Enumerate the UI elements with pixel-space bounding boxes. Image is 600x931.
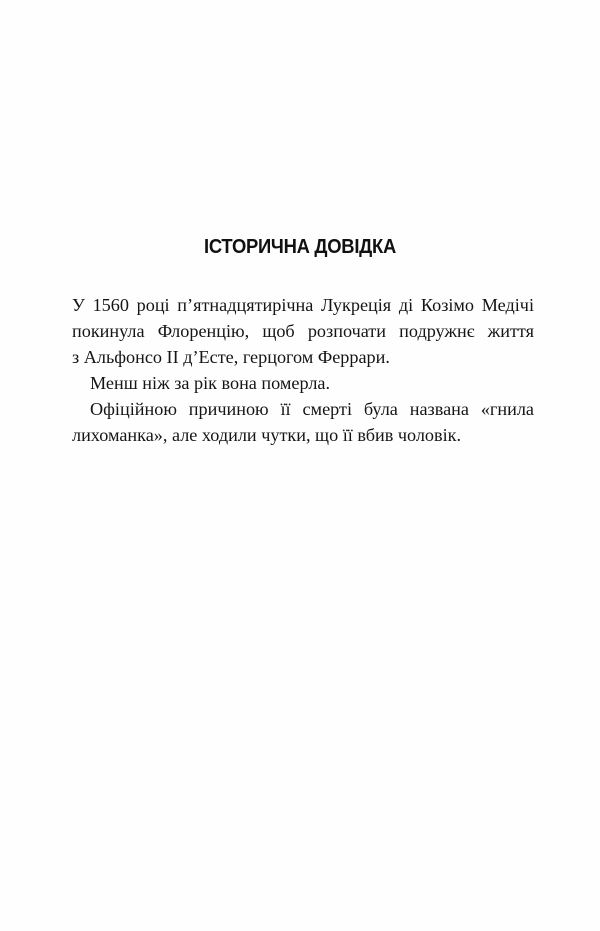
paragraph-2 [72, 370, 534, 396]
paragraph-1-line-3: з Альфонсо ІІ д’Есте, герцогом Феррари. [72, 347, 390, 367]
section-heading: ІСТОРИЧНА ДОВІДКА [204, 236, 396, 258]
paragraph-1-line-1: У 1560 році п’ятнадцятирічна Лукреція ді Козімо Медічі [72, 295, 534, 315]
historical-note-text [72, 292, 534, 448]
paragraph-3-line-1: Офіційною причиною її смерті була названа «гнила [90, 399, 534, 419]
paragraph-2-line-1: Менш ніж за рік вона померла. [90, 373, 331, 393]
paragraph-1 [72, 292, 534, 370]
paragraph-3-line-2: лихоманка», але ходили чутки, що її вбив чоловік. [72, 425, 462, 445]
paragraph-1-line-2: покинула Флоренцію, щоб розпочати подружнє життя [72, 321, 534, 341]
paragraph-3 [72, 396, 534, 448]
